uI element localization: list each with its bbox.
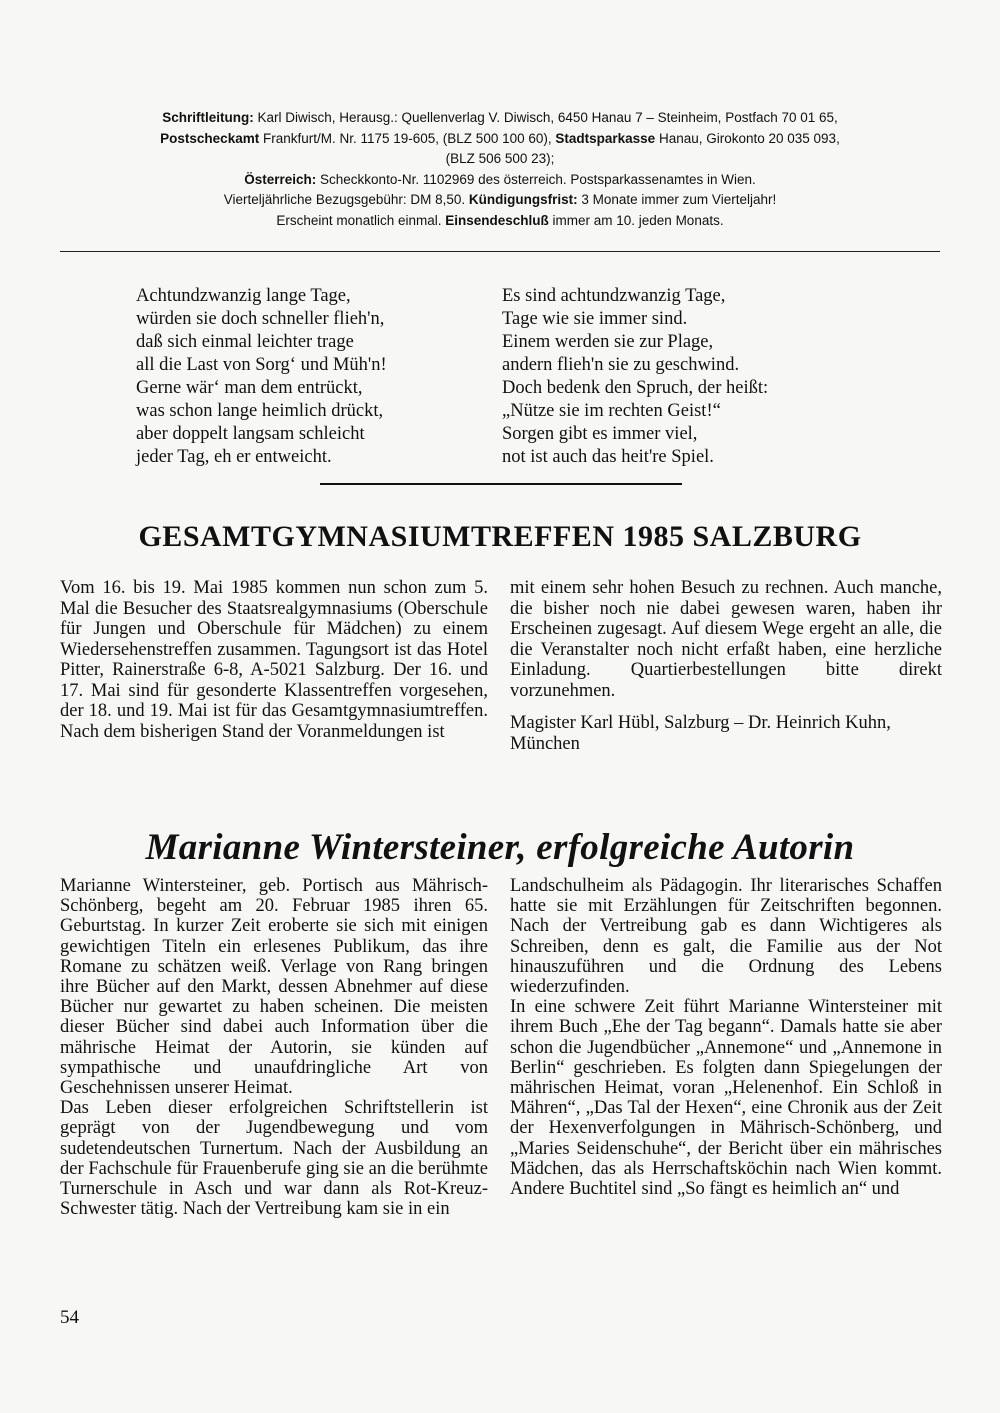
masthead-line-6 [60,211,940,232]
page-number: 54 [60,1307,79,1328]
article-2-paragraph: In eine schwere Zeit führt Marianne Wintersteiner mit ihrem Buch „Ehe der Tag begann“. Damals hatte sie aber schon die Jugendbücher „Annemone“ und „Annemone in Berlin“ geschrieben. Es folgten dann Spiegelungen der mährischen Heimat, voran „Helenenhof. Ein Schloß in Mähren“, „Das Tal der Hexen“, eine Chronik aus der Zeit der Hexenverfolgungen in Mährisch-Schönberg, und „Maries Seidenschuhe“, der Bericht über ein mährisches Mädchen, das als Herrschaftsköchin nach Wien kommt. Andere Buchtitel sind „So fängt es heimlich an“ und [510,997,942,1200]
article-1-paragraph: Vom 16. bis 19. Mai 1985 kommen nun schon zum 5. Mal die Besucher des Staatsrealgymnasiums (Oberschule für Jungen und Oberschule für Mädchen) zu einem Wiedersehenstreffen zusammen. Tagungsort ist das Hotel Pitter, Rainerstraße 6-8, A-5021 Salzburg. Der 16. und 17. Mai sind für gesonderte Klassentreffen vorgesehen, der 18. und 19. Mai ist für das Gesamtgymnasiumtreffen. Nach dem bisherigen Stand der Voranmeldungen ist [60,578,488,742]
label-einsendeschluss: Einsendeschluß [445,212,549,228]
label-kuendigungsfrist: Kündigungsfrist: [468,192,578,207]
masthead-text: Scheckkonto-Nr. 1102969 des österreich. Postsparkassenamtes in Wien. [316,171,756,187]
masthead-text: immer am 10. jeden Monats. [548,212,724,228]
article-1-headline: GESAMTGYMNASIUMTREFFEN 1985 SALZBURG [138,520,862,553]
article-1-signature: Magister Karl Hübl, Salzburg – Dr. Heinrich Kuhn, München [510,713,891,754]
masthead-line-4 [60,170,940,191]
label-schriftleitung: Schriftleitung: [162,110,254,125]
masthead-text: Erscheint monatlich einmal. [276,212,446,228]
masthead-text: Frankfurt/M. Nr. 1175 19-605, (BLZ 500 100 60), [259,130,556,146]
label-stadtsparkasse: Stadtsparkasse [555,130,656,146]
article-2-paragraph: Das Leben dieser erfolgreichen Schriftstellerin ist geprägt von der Jugendbewegung und vom sudetendeutschen Turnertum. Nach der Ausbildung an der Fachschule für Frauenberufe ging sie an die berühmte Turnerschule in Asch und war dann als Rot-Kreuz-Schwester tätig. Nach der Vertreibung kam sie in ein [60,1098,488,1220]
masthead-text: Karl Diwisch, Herausg.: Quellenverlag V. Diwisch, 6450 Hanau 7 – Steinheim, Postfach 70 01 65, [253,110,838,125]
label-postscheckamt: Postscheckamt [160,130,260,146]
masthead [60,108,940,231]
masthead-line-5 [60,190,940,211]
masthead-line-3 [60,149,940,170]
label-oesterreich: Österreich: [244,171,317,187]
masthead-text: Vierteljährliche Bezugsgebühr: DM 8,50. [223,192,469,207]
masthead-text: 3 Monate immer zum Vierteljahr! [577,192,777,207]
poem-left-stanza: Achtundzwanzig lange Tage, würden sie doch schneller flieh'n, daß sich einmal leichter trage all die Last von Sorg‘ und Müh'n! Gerne wär‘ man dem entrückt, was schon lange heimlich drückt, aber doppelt langsam schleicht jeder Tag, eh er entweicht. [136,286,387,467]
article-2-paragraph: Marianne Wintersteiner, geb. Portisch aus Mährisch-Schönberg, begeht am 20. Februar 1985 ihren 65. Geburtstag. In kurzer Zeit eroberte sie sich mit einigen gewichtigen Titeln ein erlesenes Publikum, das ihre Romane zu schätzen weiß. Verlage von Rang bringen ihre Bücher auf den Markt, dessen Abnehmer auf diese Bücher nur gewartet zu haben scheinen. Die meisten dieser Bücher sind dabei auch Information über die mährische Heimat der Autorin, sie künden auf sympathische und unaufdringliche Art von Geschehnissen unserer Heimat. [60,876,488,1099]
masthead-divider [60,251,940,252]
masthead-line-1 [60,108,940,129]
article-2-column-right [510,876,942,1199]
article-2-headline: Marianne Wintersteiner, erfolgreiche Autorin [145,827,855,868]
article-2-column-left [60,876,488,1219]
article-1-paragraph: mit einem sehr hohen Besuch zu rechnen. Auch manche, die bisher noch nie dabei gewesen waren, haben ihr Erscheinen zugesagt. Auf diesem Wege ergeht an alle, die die Veranstalter noch nicht erfaßt haben, eine herzliche Einladung. Quartierbestellungen bitte direkt vorzunehmen. [510,578,942,701]
poem-right-stanza: Es sind achtundzwanzig Tage, Tage wie sie immer sind. Einem werden sie zur Plage, andern flieh'n sie zu geschwind. Doch bedenk den Spruch, der heißt: „Nütze sie im rechten Geist!“ Sorgen gibt es immer viel, not ist auch das heit're Spiel. [502,286,769,467]
article-2-paragraph: Landschulheim als Pädagogin. Ihr literarisches Schaffen hatte sie mit Erzählungen für Zeitschriften begonnen. Nach der Vertreibung gab es dann Wichtigeres als Schreiben, denn es galt, die Familie aus der Not hinauszuführen und die Ordnung des Lebens wiederzufinden. [510,876,942,998]
article-1-column-left [60,578,488,742]
section-divider [320,483,682,485]
masthead-line-2 [60,129,940,150]
masthead-text: Hanau, Girokonto 20 035 093, [655,130,840,146]
masthead-text: (BLZ 506 500 23); [445,151,555,166]
article-1-column-right [510,578,942,754]
